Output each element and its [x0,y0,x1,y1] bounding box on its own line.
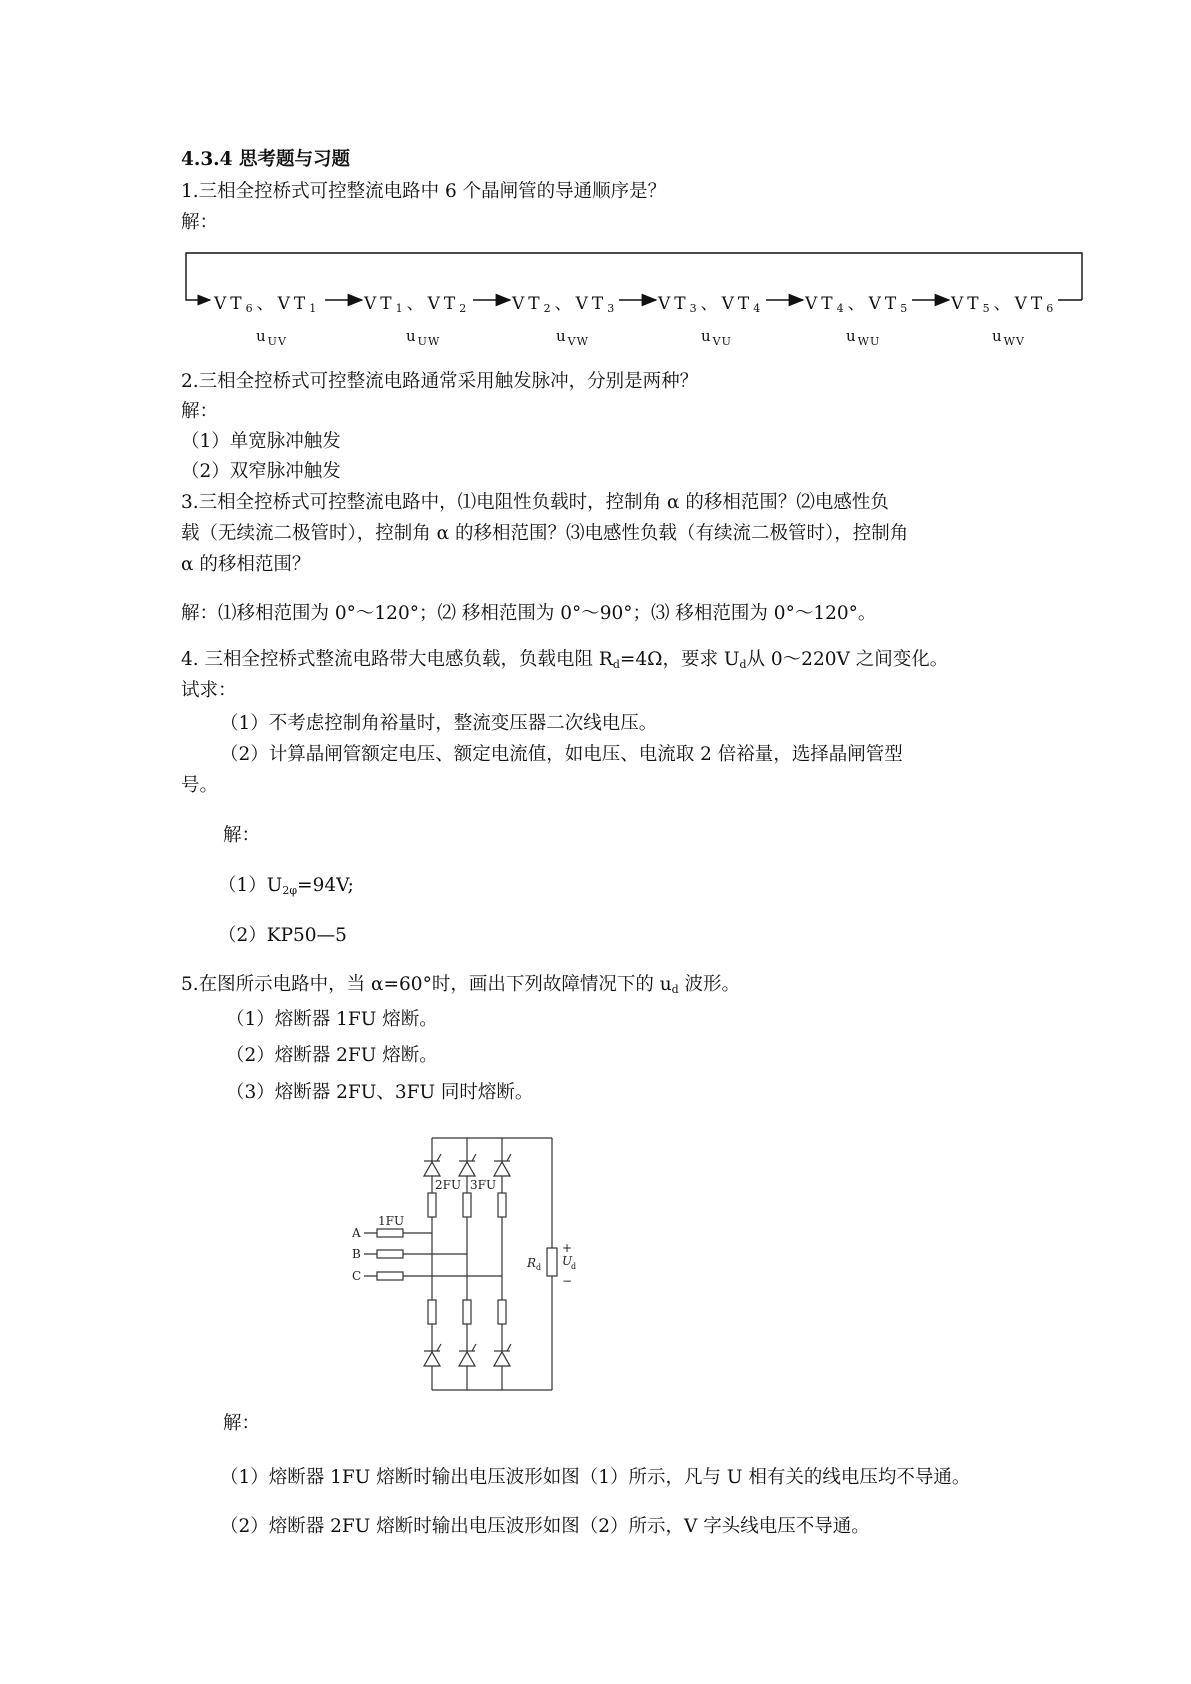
line-voltage-label-6: $u_{WV}$ [992,327,1025,348]
q4-answer-2: （2）KP50—5 [218,925,347,946]
q2-question: 2.三相全控桥式可控整流电路通常采用触发脉冲，分别是两种？ [181,371,699,392]
q4-answer-label: 解： [223,825,261,846]
q2-answer-label: 解： [181,401,219,422]
q3-answer: 解：⑴移相范围为 0°～120°；⑵ 移相范围为 0°～90°；⑶ 移相范围为 0°～120°。 [181,603,877,624]
load-label-sub: d [536,1263,542,1272]
line-voltage-label-3: $u_{VW}$ [556,327,589,348]
sequence-step-3: $VT_2$、$VT_3$ [512,294,619,315]
q5-question: 5.在图所示电路中，当 α=60°时，画出下列故障情况下的 $u_d$ 波形。 [181,974,741,996]
q5-answer-2: （2）熔断器 2FU 熔断时输出电压波形如图（2）所示，V 字头线电压不导通。 [220,1516,870,1537]
q2-answer-2: （2）双窄脉冲触发 [181,461,341,482]
sequence-step-2: $VT_1$、$VT_2$ [364,294,471,315]
fuse-label-2fu: 2FU [435,1178,462,1192]
q2-answer-1: （1）单宽脉冲触发 [181,431,341,452]
phase-label-c: C [352,1269,362,1283]
q1-question: 1.三相全控桥式可控整流电路中 6 个晶闸管的导通顺序是？ [181,181,667,202]
sequence-step-1: $VT_6$、$VT_1$ [214,294,321,315]
bridge-circuit-diagram [340,1130,600,1400]
phase-label-a: A [352,1226,361,1240]
q3-line-3: α 的移相范围？ [181,554,311,575]
q4-requirement-2: （2）计算晶闸管额定电压、额定电流值，如电压、电流取 2 倍裕量，选择晶闸管型 [220,744,903,765]
sequence-step-5: $VT_4$、$VT_5$ [805,294,912,315]
line-voltage-label-2: $u_{UW}$ [406,327,441,348]
q5-case-1: （1）熔断器 1FU 熔断。 [226,1009,438,1030]
sequence-step-6: $VT_5$、$VT_6$ [951,294,1058,315]
plus-sign: + [562,1241,573,1255]
fuse-label-3fu: 3FU [470,1178,497,1192]
q3-line-2: 载（无续流二极管时），控制角 α 的移相范围？⑶电感性负载（有续流二极管时），控制角 [181,523,909,544]
q5-answer-label: 解： [223,1413,261,1434]
sequence-step-4: $VT_3$、$VT_4$ [658,294,765,315]
ud-label-sub: d [571,1262,577,1271]
q3-line-1: 3.三相全控桥式可控整流电路中，⑴电阻性负载时，控制角 α 的移相范围？⑵电感性负 [181,492,889,513]
load-label: R [527,1256,537,1270]
q4-requirement-1: （1）不考虑控制角裕量时，整流变压器二次线电压。 [220,713,658,734]
line-voltage-label-1: $u_{UV}$ [256,327,287,348]
minus-sign: − [562,1274,573,1288]
ud-label: U [562,1254,573,1268]
q5-case-2: （2）熔断器 2FU 熔断。 [226,1045,438,1066]
section-title: 4.3.4 思考题与习题 [181,149,350,170]
line-voltage-label-4: $u_{VU}$ [701,327,732,348]
q5-answer-1: （1）熔断器 1FU 熔断时输出电压波形如图（1）所示，凡与 U 相有关的线电压均不导通。 [220,1467,971,1488]
phase-label-b: B [352,1247,361,1261]
line-voltage-label-5: $u_{WU}$ [846,327,881,348]
q4-line-2: 试求： [181,680,237,701]
q5-case-3: （3）熔断器 2FU、3FU 同时熔断。 [226,1082,534,1103]
q4-requirement-2-cont: 号。 [181,775,219,796]
q4-line-1: 4. 三相全控桥式整流电路带大电感负载，负载电阻 $R_d=4\Omega$，要求 $U_d$从 0～220V 之间变化。 [181,649,949,671]
fuse-label-1fu: 1FU [378,1214,405,1228]
q4-answer-1: $(1)U_{2\varphi}=94V$; [218,875,354,897]
q1-answer-label: 解： [181,212,219,233]
